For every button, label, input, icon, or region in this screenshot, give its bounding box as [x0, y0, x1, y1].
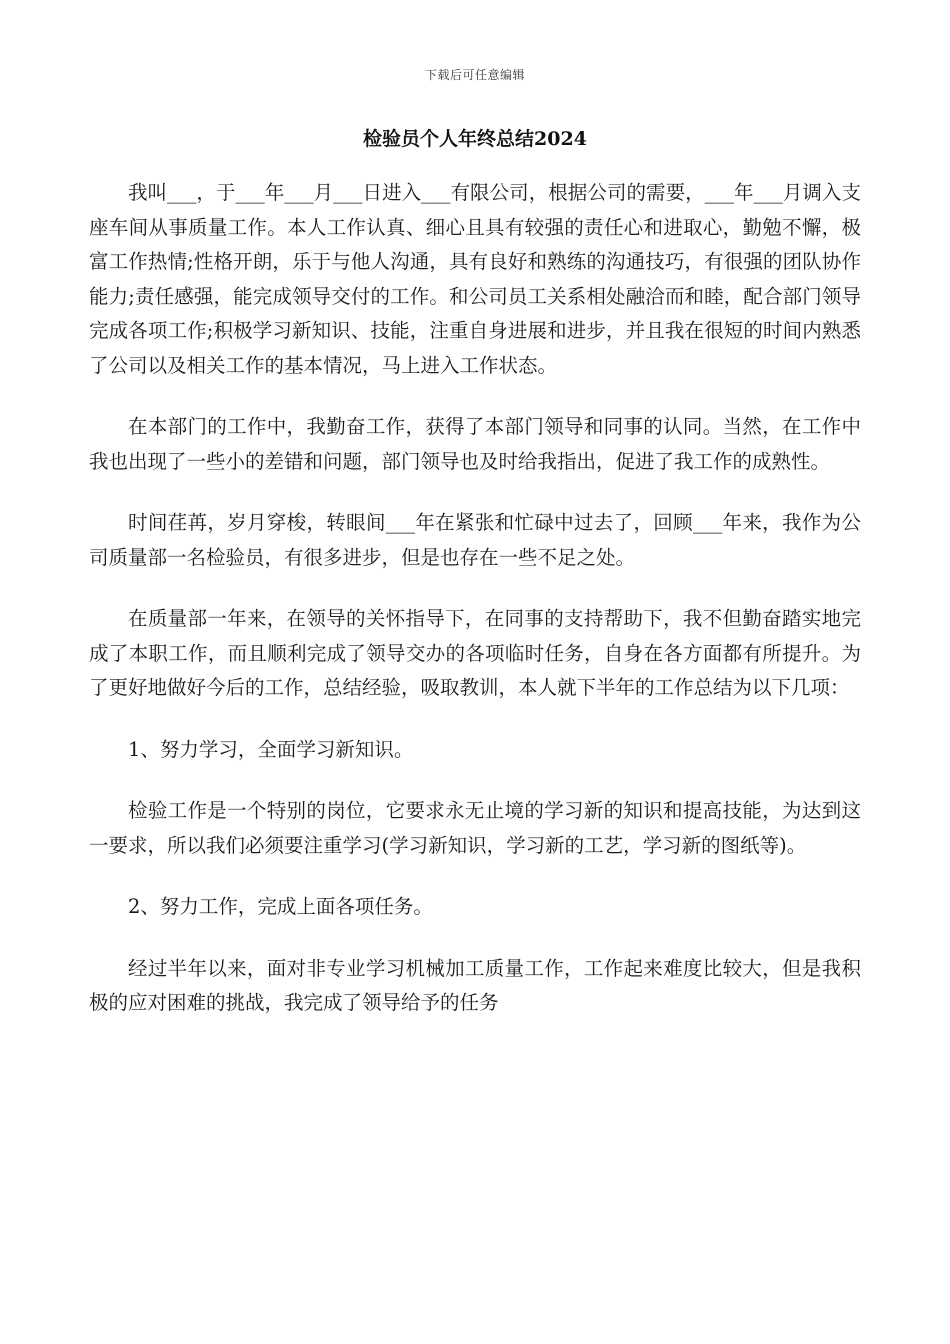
paragraph-department-work: 在本部门的工作中，我勤奋工作，获得了本部门领导和同事的认同。当然，在工作中我也出现了一些小的差错和问题，部门领导也及时给我指出，促进了我工作的成熟性。: [89, 415, 861, 473]
header-note: 下载后可任意编辑: [424, 68, 525, 82]
paragraph-half-year: 经过半年以来，面对非专业学习机械加工质量工作，工作起来难度比较大，但是我积极的应对困难的挑战，我完成了领导给予的任务: [89, 956, 861, 1014]
document-title: 检验员个人年终总结2024: [363, 128, 587, 150]
paragraph-inspection-study: 检验工作是一个特别的岗位，它要求永无止境的学习新的知识和提高技能，为达到这一要求，所以我们必须要注重学习(学习新知识，学习新的工艺，学习新的图纸等)。: [89, 799, 861, 857]
paragraph-quality-dept: 在质量部一年来，在领导的关怀指导下，在同事的支持帮助下，我不但勤奋踏实地完成了本职工作，而且顺利完成了领导交办的各项临时任务，自身在各方面都有所提升。为了更好地做好今后的工作，总结经验，吸取教训，本人就下半年的工作总结为以下几项：: [89, 607, 861, 699]
document-body: [89, 176, 861, 1048]
section-heading-2: 2、努力工作，完成上面各项任务。: [128, 895, 433, 918]
section-heading-1: 1、努力学习，全面学习新知识。: [128, 737, 414, 761]
paragraph-review: 时间荏苒，岁月穿梭，转眼间___年在紧张和忙碌中过去了，回顾___年来，我作为公司质量部一名检验员，有很多进步，但是也存在一些不足之处。: [89, 511, 861, 569]
paragraph-intro: 我叫___，于___年___月___日进入___有限公司，根据公司的需要，___年___月调入支座车间从事质量工作。本人工作认真、细心且具有较强的责任心和进取心，勤勉不懈，极富工作热情;性格开朗，乐于与他人沟通，具有良好和熟练的沟通技巧，有很强的团队协作能力;责任感强，能完成领导交付的工作。和公司员工关系相处融洽而和睦，配合部门领导完成各项工作;积极学习新知识、技能，注重自身进展和进步，并且我在很短的时间内熟悉了公司以及相关工作的基本情况，马上进入工作状态。: [89, 181, 861, 377]
